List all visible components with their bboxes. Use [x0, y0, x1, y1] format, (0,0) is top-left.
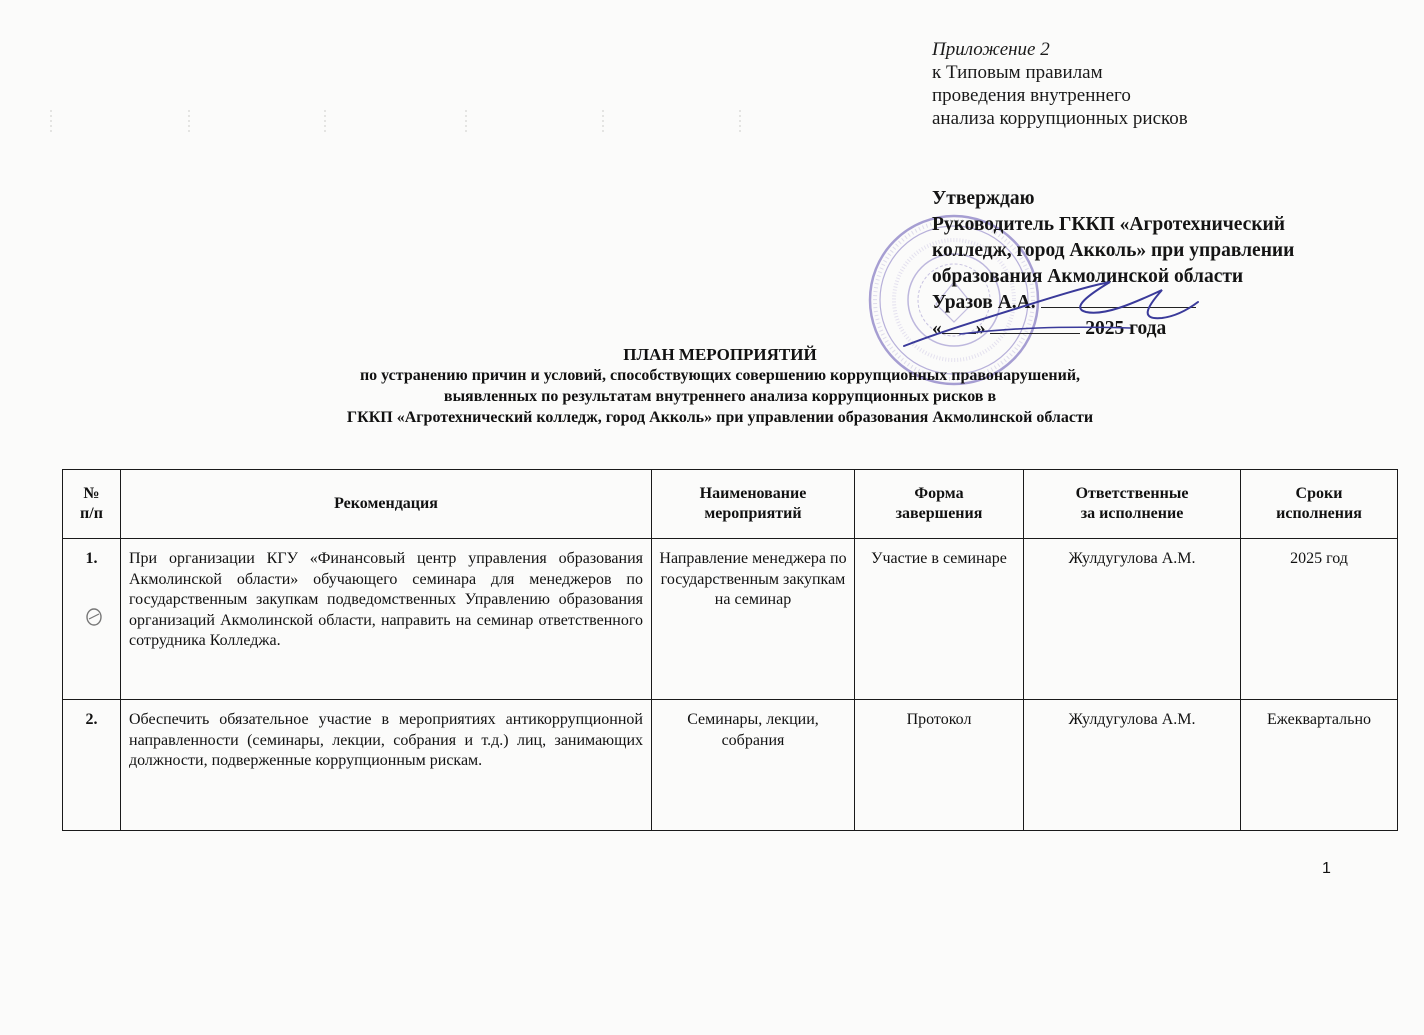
table-header-row — [63, 470, 1398, 539]
signer-name: Уразов А.А. — [932, 292, 1036, 313]
appendix-line: проведения внутреннего — [932, 85, 1131, 106]
scan-mark — [463, 108, 469, 136]
approval-position: колледж, город Акколь» при управлении — [932, 240, 1295, 261]
header-text: Форма — [914, 485, 964, 502]
row-number: 2. — [63, 700, 121, 831]
approval-position: образования Акмолинской области — [932, 266, 1244, 287]
plan-subtitle: по устранению причин и условий, способствующих совершению коррупционных правонарушений, — [359, 367, 1081, 384]
responsible-cell: Жулдугулова А.М. — [1024, 700, 1241, 831]
header-text: п/п — [80, 505, 103, 522]
header-text: Сроки — [1295, 485, 1343, 502]
appendix-line: к Типовым правилам — [932, 62, 1103, 83]
form-cell: Протокол — [855, 700, 1024, 831]
header-recommendation: Рекомендация — [121, 470, 652, 539]
document-title — [200, 344, 1240, 428]
deadline-cell: 2025 год — [1241, 539, 1398, 700]
table-row — [63, 539, 1398, 700]
event-cell: Направление менеджера по государственным закупкам на семинар — [652, 539, 855, 700]
row-number-text: 1. — [85, 550, 98, 567]
header-form — [855, 470, 1024, 539]
scan-mark — [322, 108, 328, 136]
plan-subtitle: ГККП «Агротехнический колледж, город Акколь» при управлении образования Акмолинской области — [346, 409, 1094, 426]
header-text: № — [83, 485, 100, 502]
date-quote-close: » — [975, 318, 986, 339]
header-responsible — [1024, 470, 1241, 539]
plan-table — [62, 469, 1398, 831]
form-cell: Участие в семинаре — [855, 539, 1024, 700]
approval-heading: Утверждаю — [932, 188, 1035, 209]
approval-position: Руководитель ГККП «Агротехнический — [932, 214, 1286, 235]
header-text: Ответственные — [1075, 485, 1189, 502]
page-number: 1 — [1322, 860, 1331, 877]
header-event — [652, 470, 855, 539]
appendix-title: Приложение 2 — [932, 39, 1050, 60]
header-text: мероприятий — [704, 505, 802, 522]
appendix-line: анализа коррупционных рисков — [932, 108, 1188, 129]
event-cell: Семинары, лекции, собрания — [652, 700, 855, 831]
scan-mark — [600, 108, 606, 136]
deadline-cell: Ежеквартально — [1241, 700, 1398, 831]
paperclip-icon — [85, 607, 103, 627]
header-deadline — [1241, 470, 1398, 539]
header-text: Наименование — [699, 485, 807, 502]
plan-title: ПЛАН МЕРОПРИЯТИЙ — [623, 345, 817, 364]
recommendation-cell: Обеспечить обязательное участие в мероприятиях антикоррупционной направленности (семинары, лекции, собрания и т.д.) лиц, занимающих должности, подверженные коррупционным рискам. — [121, 700, 652, 831]
header-text: завершения — [895, 505, 983, 522]
recommendation-cell: При организации КГУ «Финансовый центр управления образования Акмолинской области» обучающего семинара для менеджеров по государственным закупкам подведомственных Управлению образования организаций Акмолинской области, направить на семинар ответственного сотрудника Колледжа. — [121, 539, 652, 700]
responsible-cell: Жулдугулова А.М. — [1024, 539, 1241, 700]
scan-mark — [186, 108, 192, 136]
appendix-note — [932, 38, 1188, 130]
row-number — [63, 539, 121, 700]
header-text: за исполнение — [1080, 505, 1184, 522]
header-text: исполнения — [1276, 505, 1362, 522]
date-quote-open: « — [932, 318, 942, 339]
scan-mark — [737, 108, 743, 136]
scan-mark — [48, 108, 54, 136]
approval-year: 2025 года — [1085, 318, 1167, 339]
table-row — [63, 700, 1398, 831]
plan-subtitle: выявленных по результатам внутреннего анализа коррупционных рисков в — [443, 388, 997, 405]
header-num — [63, 470, 121, 539]
